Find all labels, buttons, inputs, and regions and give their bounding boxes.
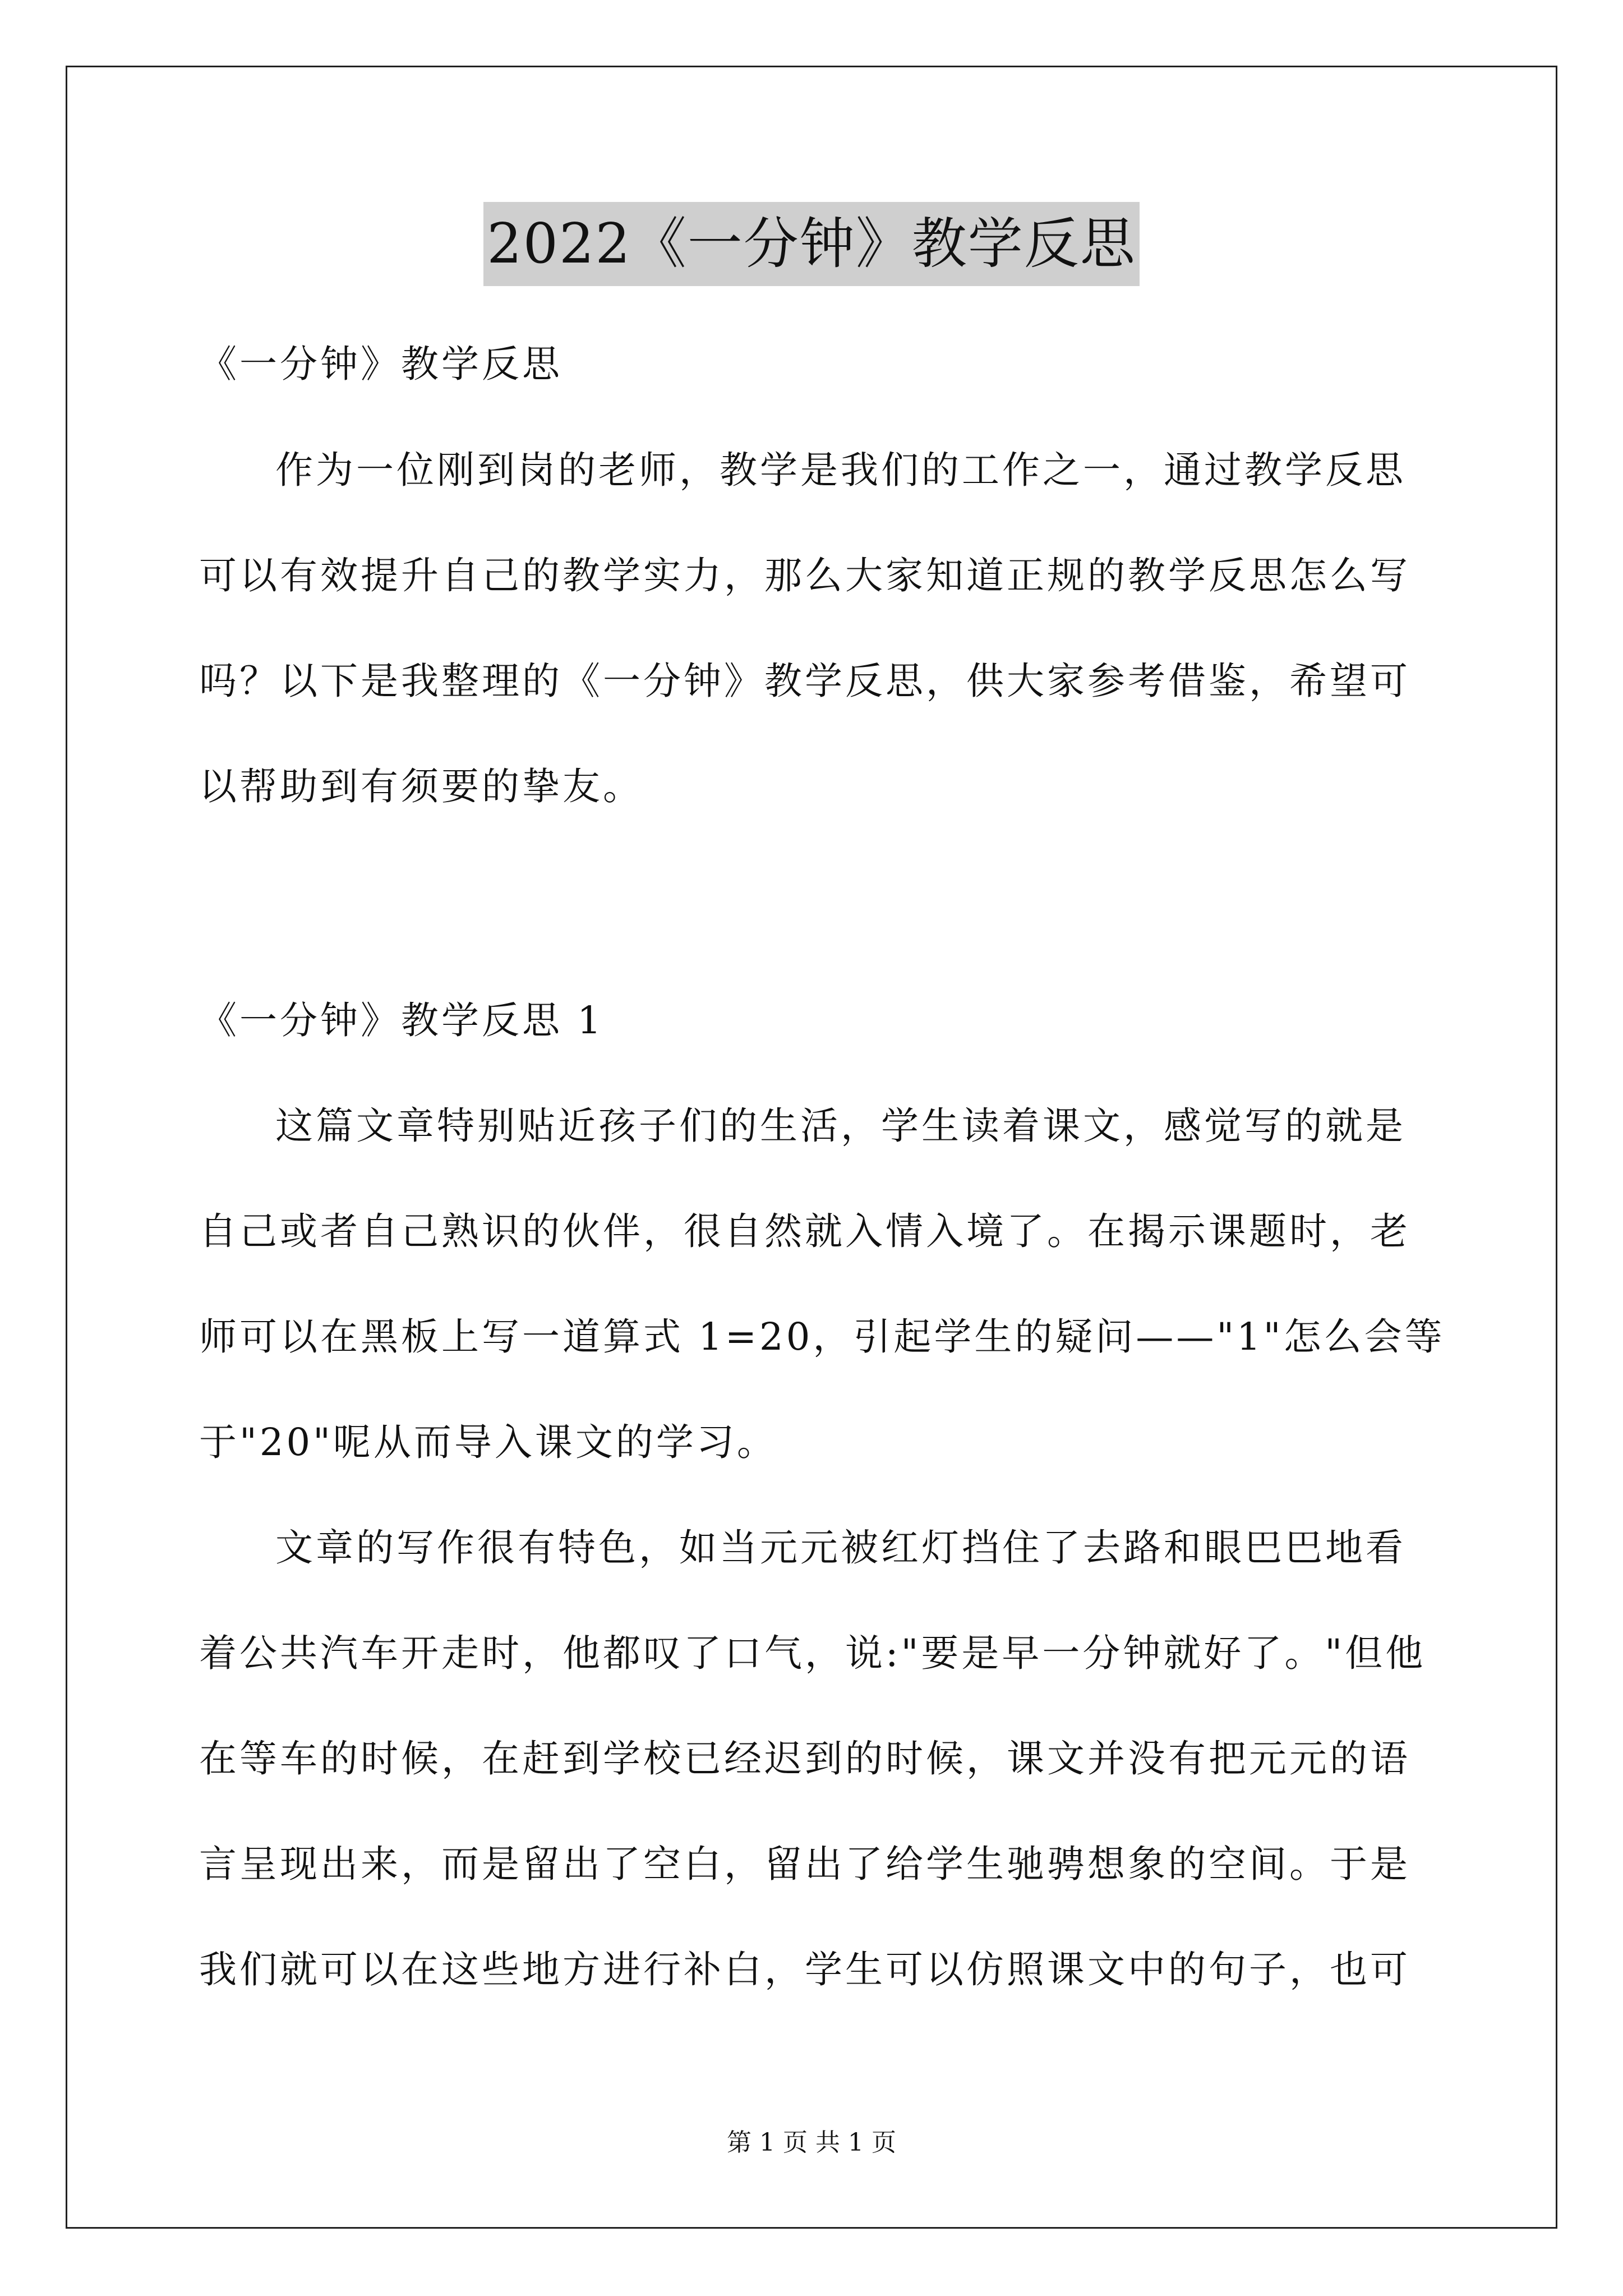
paragraph-line: 师可以在黑板上写一道算式 1=20，引起学生的疑问——"1"怎么会等: [199, 1315, 1445, 1359]
paragraph-line: 可以有效提升自己的教学实力，那么大家知道正规的教学反思怎么写: [199, 554, 1410, 597]
document-title: 2022《一分钟》教学反思: [483, 202, 1139, 286]
section1-paragraph-2: [199, 1495, 1428, 2022]
intro-heading-text: 《一分钟》教学反思: [199, 342, 562, 386]
paragraph-line: 自己或者自己熟识的伙伴，很自然就入情入境了。在揭示课题时，老: [199, 1209, 1410, 1253]
paragraph-line: 吗？以下是我整理的《一分钟》教学反思，供大家参考借鉴，希望可: [199, 659, 1410, 703]
paragraph-line: 文章的写作很有特色，如当元元被红灯挡住了去路和眼巴巴地看: [275, 1526, 1406, 1570]
paragraph-line: 着公共汽车开走时，他都叹了口气，说:"要是早一分钟就好了。"但他: [199, 1631, 1426, 1675]
paragraph-line: 我们就可以在这些地方进行补白，学生可以仿照课文中的句子，也可: [199, 1948, 1410, 1991]
section1-heading: [199, 968, 1428, 1073]
paragraph-line: 以帮助到有须要的挚友。: [199, 765, 643, 808]
section1-heading-text: 《一分钟》教学反思 1: [199, 999, 604, 1042]
page-footer: 第 1 页 共 1 页: [727, 2128, 896, 2157]
paragraph-line: 在等车的时候，在赶到学校已经迟到的时候，课文并没有把元元的语: [199, 1737, 1410, 1780]
paragraph-line: 这篇文章特别贴近孩子们的生活，学生读着课文，感觉写的就是: [275, 1104, 1406, 1148]
intro-paragraph: [199, 417, 1428, 839]
section1-paragraph-1: [199, 1073, 1445, 1495]
paragraph-line: 于"20"呢从而导入课文的学习。: [199, 1420, 777, 1464]
paragraph-line: 言呈现出来，而是留出了空白，留出了给学生驰骋想象的空间。于是: [199, 1842, 1410, 1886]
paragraph-line: 作为一位刚到岗的老师，教学是我们的工作之一，通过教学反思: [275, 448, 1406, 492]
title-container: [0, 202, 1623, 286]
intro-heading: [199, 311, 1428, 417]
